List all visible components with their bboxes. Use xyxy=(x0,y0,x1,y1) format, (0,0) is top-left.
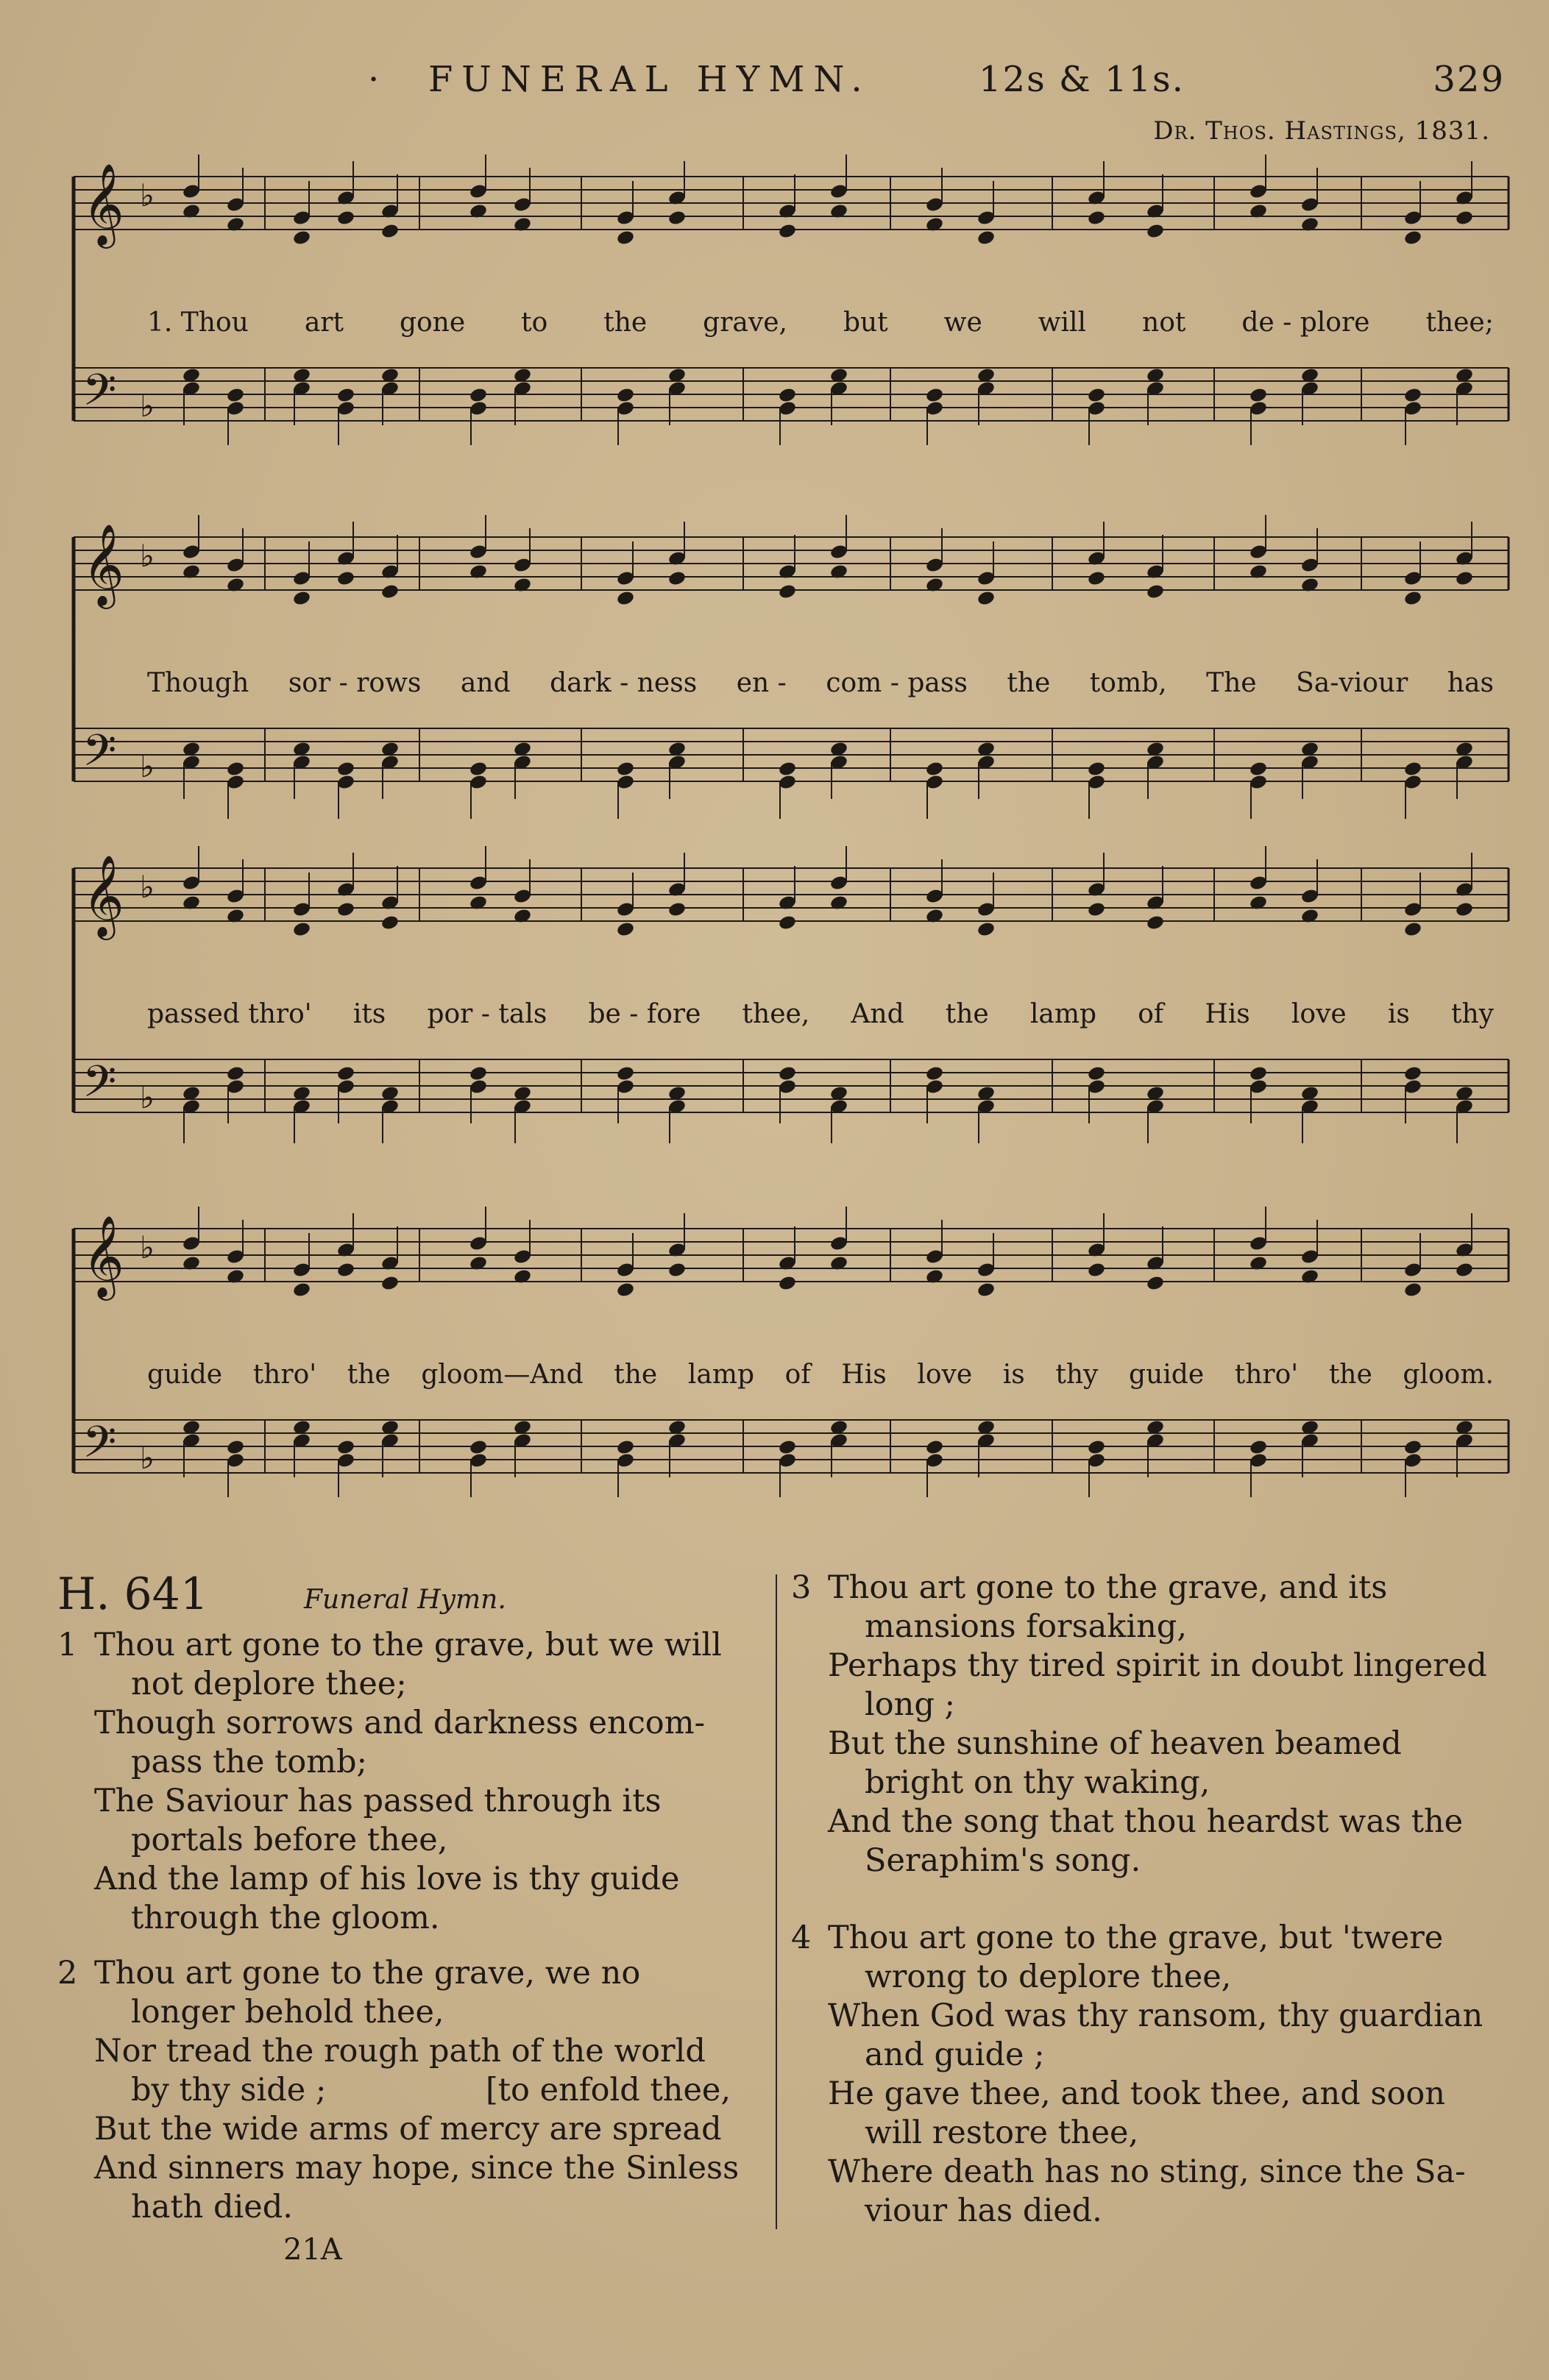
signature-mark: 21A xyxy=(283,2233,342,2267)
flat-sign: ♭ xyxy=(140,388,155,424)
verse-line: But the sunshine of heaven beamed xyxy=(828,1725,1402,1762)
flat-sign: ♭ xyxy=(140,1229,155,1265)
lyric: its xyxy=(352,999,386,1029)
stanza-4 xyxy=(791,1919,1509,2231)
note-head xyxy=(1249,1065,1268,1082)
composer-credit: Dr. Thos. Hastings, 1831. xyxy=(1153,116,1490,146)
note-head xyxy=(1403,1282,1422,1299)
page-number: 329 xyxy=(1433,59,1505,100)
lyric: is xyxy=(1387,999,1410,1029)
header-dot: · xyxy=(368,59,381,100)
verse-line: portals before thee, xyxy=(131,1822,448,1858)
music-system-1 xyxy=(66,163,1516,486)
stanza-1 xyxy=(57,1626,771,1938)
lyric: de - plore xyxy=(1241,308,1370,338)
lyric: tomb, xyxy=(1089,668,1167,698)
note-head xyxy=(226,1065,245,1082)
note-head xyxy=(226,1439,245,1456)
note-head xyxy=(976,230,996,246)
lyric: the xyxy=(1007,668,1051,698)
note-head xyxy=(1455,901,1474,918)
note-head xyxy=(778,583,797,600)
verse-line: Seraphim's song. xyxy=(865,1842,1141,1879)
note-head xyxy=(1087,761,1106,778)
stanza-column-left xyxy=(57,1626,771,2240)
note-head xyxy=(226,761,245,778)
verse-line: Where death has no sting, since the Sa- xyxy=(828,2153,1466,2190)
note-head xyxy=(1249,1439,1268,1456)
note-head xyxy=(1087,901,1106,918)
lyric: has xyxy=(1447,668,1494,698)
note-head xyxy=(1087,1262,1106,1279)
flat-sign: ♭ xyxy=(140,538,155,574)
note-head xyxy=(616,1065,635,1082)
lyric: guide xyxy=(147,1360,223,1390)
note-head xyxy=(616,387,635,404)
note-head xyxy=(778,1065,797,1082)
note-head xyxy=(667,901,687,918)
note-head xyxy=(292,1282,311,1299)
lyric: His xyxy=(841,1360,887,1390)
flat-sign: ♭ xyxy=(140,1079,155,1115)
note-head xyxy=(778,914,797,931)
verse-line: Though sorrows and darkness encom- xyxy=(94,1705,705,1741)
note-head xyxy=(469,1065,488,1082)
treble-clef: 𝄞 xyxy=(82,1215,124,1297)
note-head xyxy=(469,1439,488,1456)
note-head xyxy=(976,921,996,938)
note-head xyxy=(1146,223,1165,240)
verse-line xyxy=(57,2071,771,2110)
lyric: we xyxy=(943,308,982,338)
verse-line: Thou art gone to the grave, and its xyxy=(828,1569,1388,1606)
lyric: And xyxy=(851,999,904,1029)
lyric: love xyxy=(1291,999,1347,1029)
verse-line: And the song that thou heardst was the xyxy=(828,1803,1464,1840)
note-head xyxy=(667,1262,687,1279)
note-head xyxy=(1087,1439,1106,1456)
lyric: will xyxy=(1038,308,1087,338)
flat-sign: ♭ xyxy=(140,869,155,905)
treble-clef: 𝄞 xyxy=(82,854,124,937)
note-head xyxy=(1146,583,1165,600)
note-head xyxy=(616,761,635,778)
stanza-number: 4 xyxy=(791,1919,812,1956)
lyric: not xyxy=(1142,308,1186,338)
lyric: be - fore xyxy=(588,999,701,1029)
note-head xyxy=(1403,921,1422,938)
note-head xyxy=(469,761,488,778)
verse-line: viour has died. xyxy=(865,2192,1102,2229)
note-head xyxy=(778,1439,797,1456)
lyrics-line-3 xyxy=(147,999,1494,1029)
note-head xyxy=(925,1439,944,1456)
verse-line: wrong to deplore thee, xyxy=(865,1958,1232,1995)
stanza-number: 1 xyxy=(57,1627,78,1663)
lyric: His xyxy=(1205,999,1250,1029)
lyric: 1. Thou xyxy=(147,308,249,338)
hymn-meter: 12s & 11s. xyxy=(979,59,1185,100)
note-head xyxy=(616,1282,635,1299)
lyric: the xyxy=(603,308,648,338)
note-head xyxy=(925,761,944,778)
note-head xyxy=(380,914,400,931)
lyric: the xyxy=(1328,1360,1372,1390)
note-head xyxy=(226,387,245,404)
verse-line-part: by thy side ; xyxy=(131,2072,327,2109)
hymn-subtitle: Funeral Hymn. xyxy=(304,1585,506,1615)
verse-line: Thou art gone to the grave, but we will xyxy=(94,1627,722,1663)
note-head xyxy=(292,921,311,938)
lyric: Though xyxy=(147,668,249,698)
bass-clef: 𝄢 xyxy=(82,1416,117,1478)
note-head xyxy=(292,230,311,246)
verse-line: Thou art gone to the grave, but 'twere xyxy=(828,1919,1444,1956)
bass-clef: 𝄢 xyxy=(82,364,117,426)
lyric: love xyxy=(917,1360,973,1390)
verse-line: pass the tomb; xyxy=(131,1744,368,1780)
flat-sign: ♭ xyxy=(140,177,155,213)
note-head xyxy=(1403,230,1422,246)
music-system-3 xyxy=(66,854,1516,1177)
verse-line: mansions forsaking, xyxy=(865,1608,1187,1645)
lyric: grave, xyxy=(703,308,787,338)
verse-line: through the gloom. xyxy=(131,1900,440,1936)
note-head xyxy=(778,761,797,778)
note-head xyxy=(778,387,797,404)
verse-line: But the wide arms of mercy are spread xyxy=(94,2111,722,2148)
note-head xyxy=(667,570,687,587)
note-head xyxy=(1403,1439,1422,1456)
verse-line-part: [to enfold thee, xyxy=(486,2072,731,2109)
bass-clef: 𝄢 xyxy=(82,1056,117,1118)
note-head xyxy=(1146,914,1165,931)
column-divider xyxy=(776,1574,777,2229)
verse-line: and guide ; xyxy=(865,2036,1045,2073)
note-head xyxy=(1403,1065,1422,1082)
lyric: thro' xyxy=(252,1360,317,1390)
lyric: the xyxy=(614,1360,658,1390)
note-head xyxy=(616,1439,635,1456)
verse-line: Nor tread the rough path of the world xyxy=(94,2033,706,2070)
note-head xyxy=(336,901,355,918)
verse-line: bright on thy waking, xyxy=(865,1764,1211,1801)
note-head xyxy=(925,387,944,404)
lyric: but xyxy=(843,308,888,338)
lyric: art xyxy=(304,308,344,338)
lyrics-line-2 xyxy=(147,668,1494,698)
verse-line: not deplore thee; xyxy=(131,1666,407,1702)
lyric: the xyxy=(945,999,989,1029)
verse-line: And sinners may hope, since the Sinless xyxy=(94,2150,740,2187)
lyric: of xyxy=(1138,999,1164,1029)
note-head xyxy=(616,230,635,246)
page-header xyxy=(368,59,1505,110)
note-head xyxy=(976,1282,996,1299)
lyric: gone xyxy=(399,308,466,338)
note-head xyxy=(380,223,400,240)
verse-line: hath died. xyxy=(131,2189,293,2226)
note-head xyxy=(1455,570,1474,587)
flat-sign: ♭ xyxy=(140,748,155,784)
lyric: passed thro' xyxy=(147,999,312,1029)
lyric: and xyxy=(460,668,511,698)
note-head xyxy=(1403,590,1422,607)
verse-line: Thou art gone to the grave, we no xyxy=(94,1955,641,1992)
bass-clef: 𝄢 xyxy=(82,725,117,786)
verse-line: He gave thee, and took thee, and soon xyxy=(828,2075,1445,2112)
note-head xyxy=(469,387,488,404)
note-head xyxy=(925,1065,944,1082)
lyric: sor - rows xyxy=(288,668,422,698)
note-head xyxy=(616,590,635,607)
note-head xyxy=(976,590,996,607)
note-head xyxy=(336,210,355,227)
note-head xyxy=(380,1275,400,1292)
lyric: The xyxy=(1206,668,1257,698)
lyric: thy xyxy=(1055,1360,1099,1390)
lyric: por - tals xyxy=(427,999,547,1029)
hymn-number: H. 641 xyxy=(57,1569,208,1620)
lyric: Sa-viour xyxy=(1296,668,1408,698)
treble-clef: 𝄞 xyxy=(82,523,124,605)
lyric: is xyxy=(1002,1360,1025,1390)
lyric: gloom—And xyxy=(421,1360,584,1390)
lyric: lamp xyxy=(1029,999,1097,1029)
note-head xyxy=(1087,210,1106,227)
verse-line: Perhaps thy tired spirit in doubt lingered xyxy=(828,1647,1487,1684)
lyric: thro' xyxy=(1234,1360,1299,1390)
verse-line: will restore thee, xyxy=(865,2114,1139,2151)
lyric: the xyxy=(347,1360,391,1390)
lyric: thee, xyxy=(742,999,810,1029)
music-system-2 xyxy=(66,523,1516,846)
note-head xyxy=(1249,761,1268,778)
stanza-column-right xyxy=(791,1569,1509,2244)
verse-line: long ; xyxy=(865,1686,956,1723)
note-head xyxy=(336,387,355,404)
flat-sign: ♭ xyxy=(140,1440,155,1476)
stanza-number: 3 xyxy=(791,1569,812,1606)
note-head xyxy=(1403,761,1422,778)
note-head xyxy=(336,1439,355,1456)
note-head xyxy=(1146,1275,1165,1292)
note-head xyxy=(616,921,635,938)
note-head xyxy=(667,210,687,227)
note-head xyxy=(336,570,355,587)
note-head xyxy=(1455,1262,1474,1279)
lyric: dark - ness xyxy=(550,668,698,698)
note-head xyxy=(1249,387,1268,404)
note-head xyxy=(336,1065,355,1082)
treble-clef: 𝄞 xyxy=(82,163,124,245)
lyrics-line-4 xyxy=(147,1360,1494,1390)
lyric: en - xyxy=(736,668,787,698)
stanza-number: 2 xyxy=(57,1955,78,1992)
verse-line: And the lamp of his love is thy guide xyxy=(94,1861,680,1897)
hymn-title: FUNERAL HYMN. xyxy=(428,59,871,100)
note-head xyxy=(1403,387,1422,404)
stanza-3 xyxy=(791,1569,1509,1880)
lyric: of xyxy=(784,1360,811,1390)
note-head xyxy=(1087,570,1106,587)
note-head xyxy=(1087,387,1106,404)
verse-line: When God was thy ransom, thy guardian xyxy=(828,1997,1484,2034)
note-head xyxy=(778,1275,797,1292)
lyric: lamp xyxy=(687,1360,755,1390)
music-system-4 xyxy=(66,1215,1516,1538)
note-head xyxy=(380,583,400,600)
note-head xyxy=(778,223,797,240)
note-head xyxy=(1087,1065,1106,1082)
note-head xyxy=(336,1262,355,1279)
lyric: thy xyxy=(1451,999,1494,1029)
note-head xyxy=(1455,210,1474,227)
verse-line: The Saviour has passed through its xyxy=(94,1783,662,1819)
lyrics-line-1 xyxy=(147,308,1494,338)
note-head xyxy=(292,590,311,607)
note-head xyxy=(336,761,355,778)
lyric: thee; xyxy=(1425,308,1494,338)
lyric: to xyxy=(521,308,548,338)
lyric: com - pass xyxy=(826,668,968,698)
lyric: guide xyxy=(1129,1360,1205,1390)
lyric: gloom. xyxy=(1403,1360,1494,1390)
verse-line: longer behold thee, xyxy=(131,1994,444,2031)
stanza-2 xyxy=(57,1954,771,2227)
